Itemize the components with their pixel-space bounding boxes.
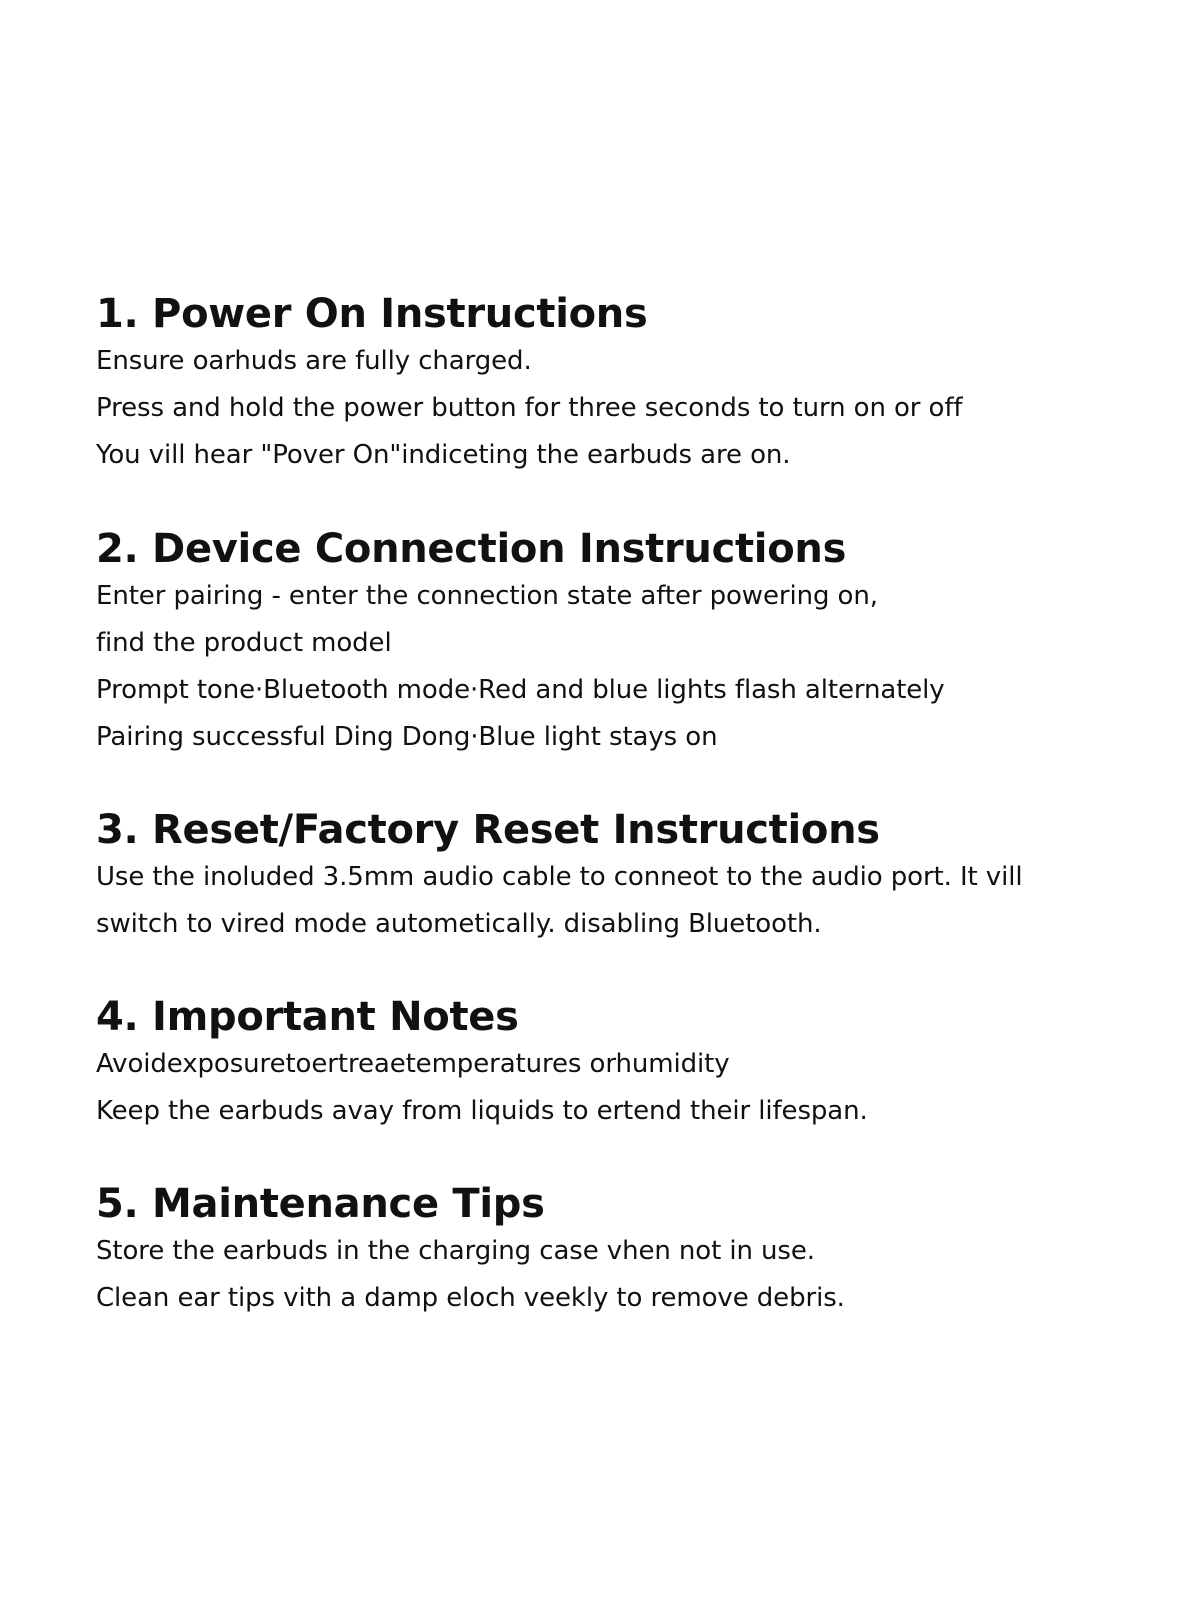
- section-factory-reset: [96, 806, 1156, 948]
- instruction-line: Prompt tone·Bluetooth mode·Red and blue lights flash alternately: [96, 675, 945, 705]
- instruction-line: Press and hold the power button for three seconds to turn on or off: [96, 393, 963, 423]
- instruction-line: switch to vired mode autometically. disabling Bluetooth.: [96, 909, 822, 939]
- instruction-line: Use the inoluded 3.5mm audio cable to conneot to the audio port. It vill: [96, 862, 1023, 892]
- section-important-notes: [96, 993, 1156, 1135]
- instruction-line: You vill hear "Pover On"indiceting the earbuds are on.: [96, 440, 791, 470]
- instruction-line: Enter pairing - enter the connection state after powering on,: [96, 581, 878, 611]
- section-heading: 2. Device Connection Instructions: [96, 526, 847, 572]
- instruction-line: Ensure oarhuds are fully charged.: [96, 346, 532, 376]
- section-heading: 1. Power On Instructions: [96, 291, 648, 337]
- instruction-line: Clean ear tips vith a damp eloch veekly to remove debris.: [96, 1283, 845, 1313]
- instruction-line: Pairing successful Ding Dong·Blue light stays on: [96, 722, 718, 752]
- section-power-on: [96, 290, 1156, 479]
- section-heading: 5. Maintenance Tips: [96, 1181, 545, 1227]
- instruction-line: Avoidexposuretoertreaetemperatures orhumidity: [96, 1049, 730, 1079]
- instruction-line: Store the earbuds in the charging case vhen not in use.: [96, 1236, 815, 1266]
- section-heading: 4. Important Notes: [96, 994, 519, 1040]
- section-maintenance-tips: [96, 1180, 1156, 1322]
- section-heading: 3. Reset/Factory Reset Instructions: [96, 807, 880, 853]
- instruction-line: Keep the earbuds avay from liquids to ertend their lifespan.: [96, 1096, 868, 1126]
- instruction-line: find the product model: [96, 628, 392, 658]
- section-device-connection: [96, 525, 1156, 761]
